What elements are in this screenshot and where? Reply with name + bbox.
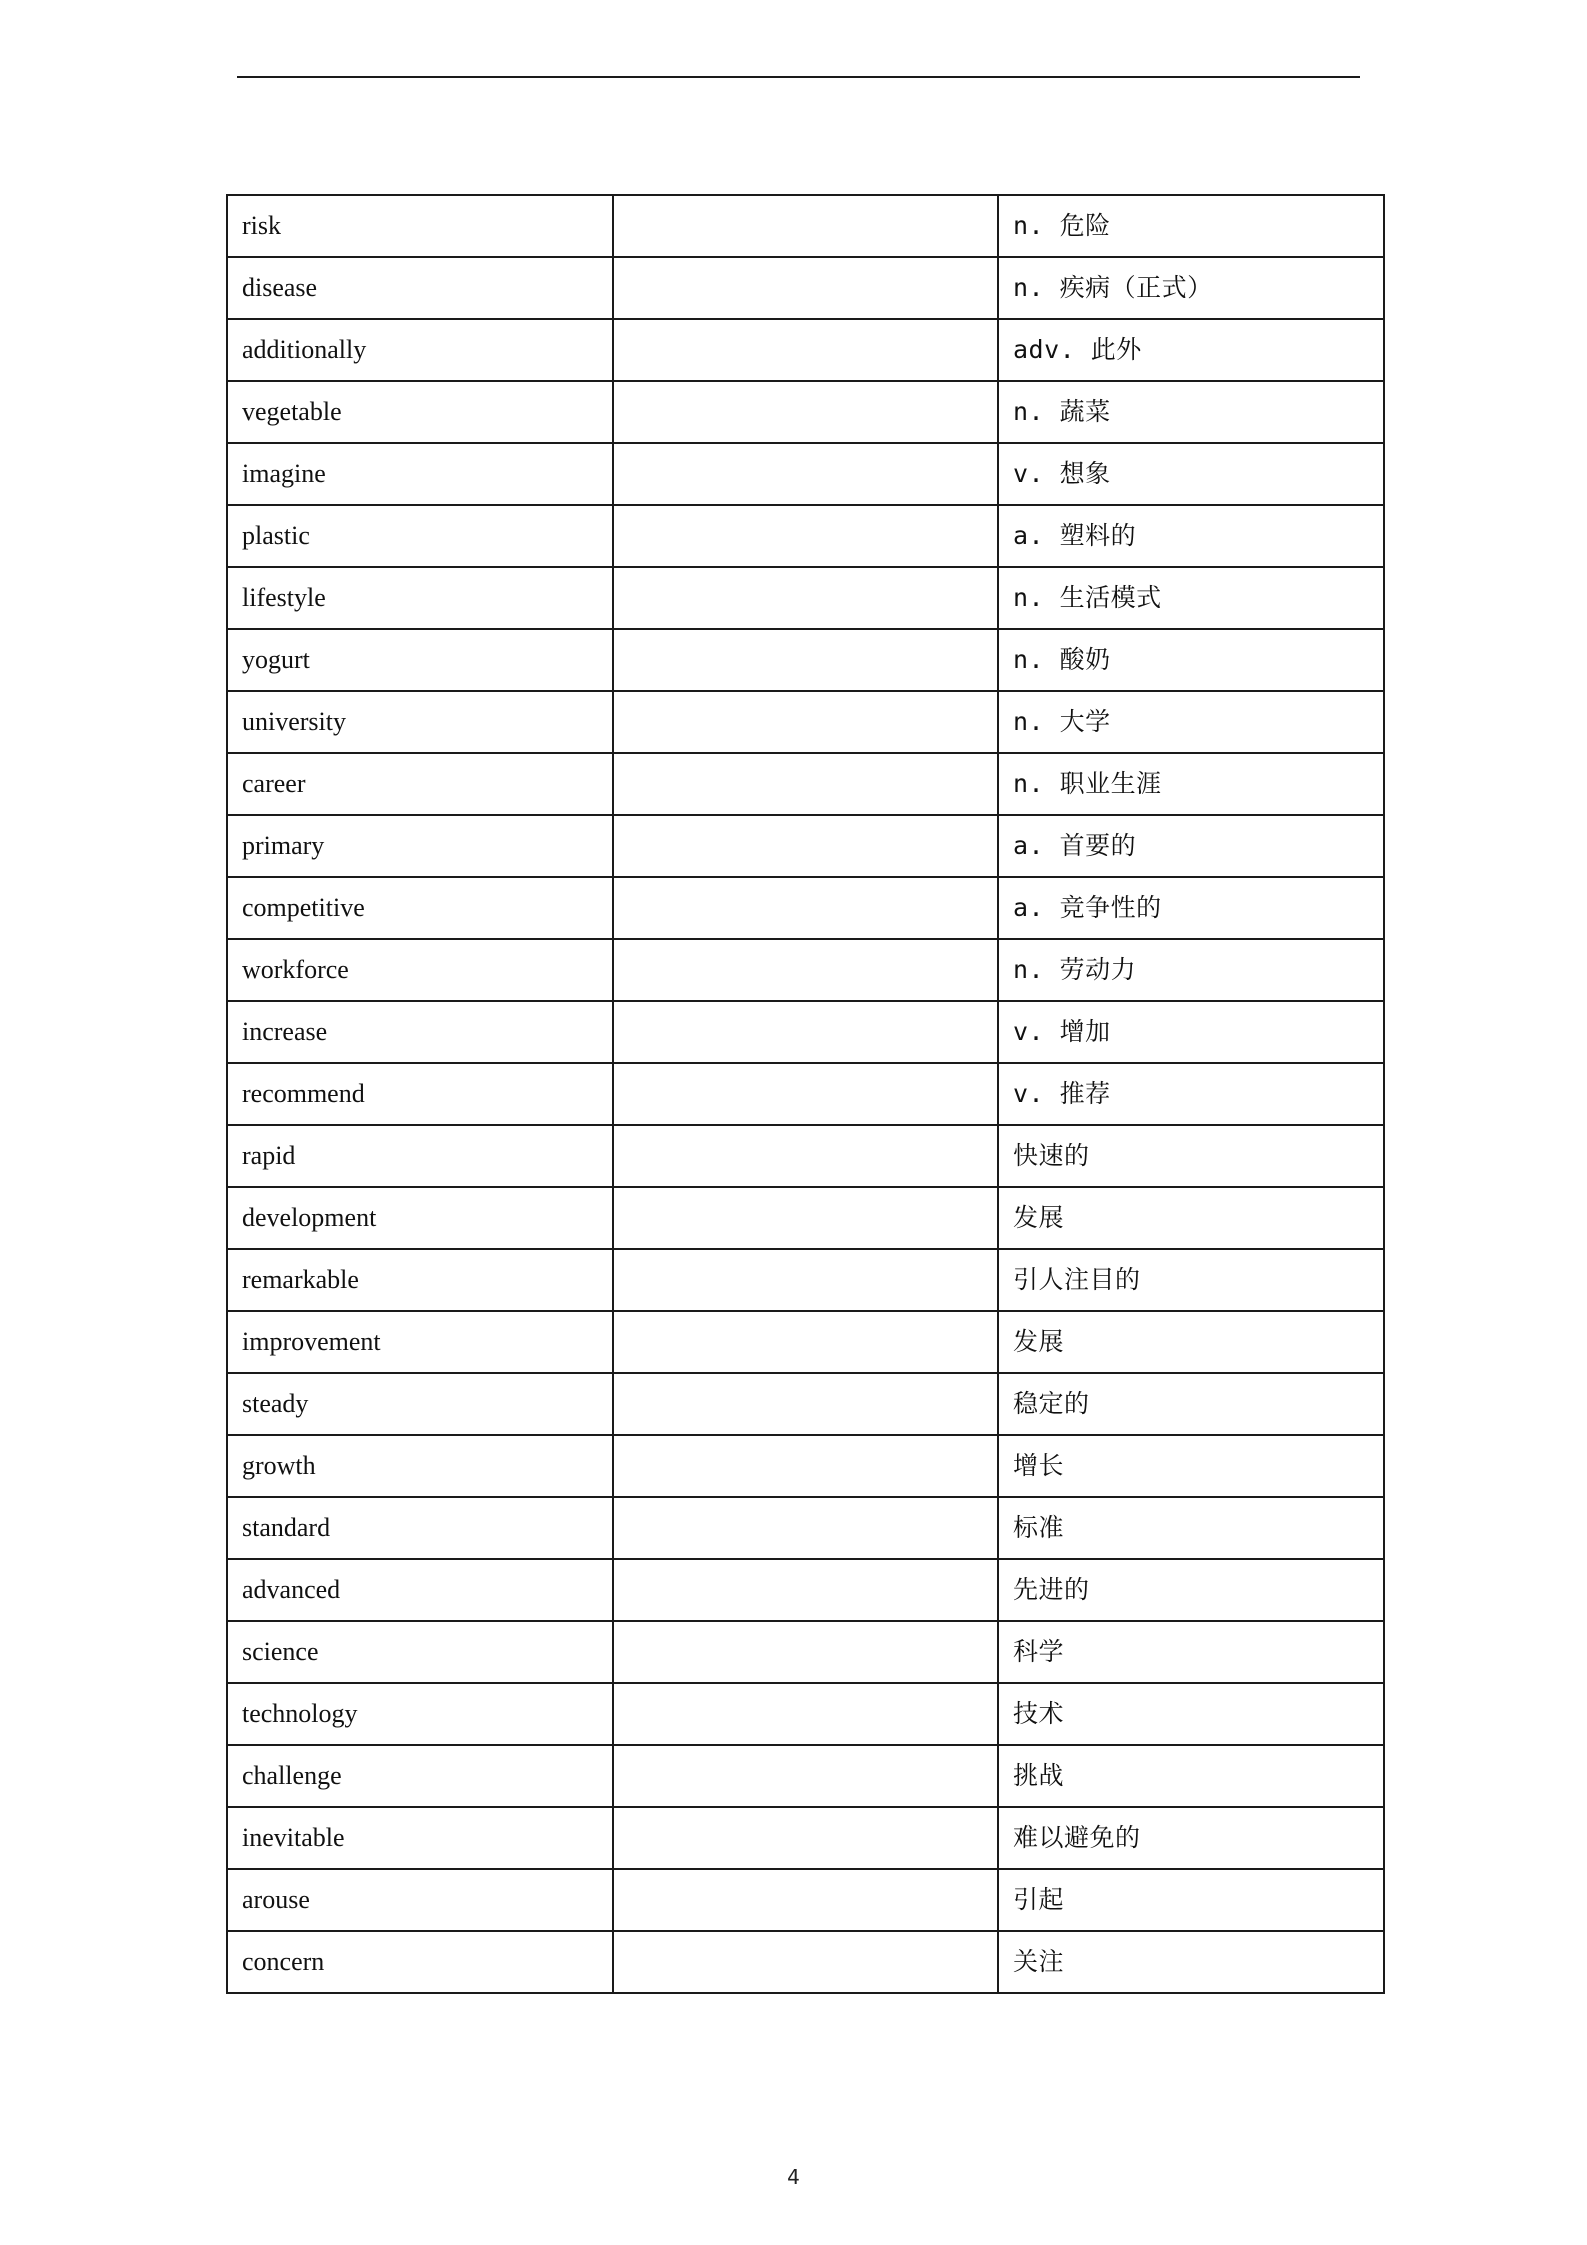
meaning-cell: 快速的 — [998, 1125, 1384, 1187]
table-row — [227, 1187, 1384, 1249]
meaning-cell: v. 推荐 — [998, 1063, 1384, 1125]
word-cell: plastic — [227, 505, 613, 567]
word-cell: disease — [227, 257, 613, 319]
word-cell: development — [227, 1187, 613, 1249]
meaning-cell: n. 疾病（正式） — [998, 257, 1384, 319]
blank-cell — [613, 1435, 998, 1497]
word-cell: primary — [227, 815, 613, 877]
meaning-cell: a. 塑料的 — [998, 505, 1384, 567]
blank-cell — [613, 1745, 998, 1807]
blank-cell — [613, 939, 998, 1001]
table-row — [227, 443, 1384, 505]
word-cell: recommend — [227, 1063, 613, 1125]
word-cell: additionally — [227, 319, 613, 381]
blank-cell — [613, 1373, 998, 1435]
word-cell: concern — [227, 1931, 613, 1993]
meaning-cell: v. 想象 — [998, 443, 1384, 505]
blank-cell — [613, 567, 998, 629]
meaning-cell: 科学 — [998, 1621, 1384, 1683]
meaning-cell: n. 蔬菜 — [998, 381, 1384, 443]
table-row — [227, 629, 1384, 691]
meaning-cell: 发展 — [998, 1311, 1384, 1373]
table-row — [227, 815, 1384, 877]
meaning-cell: adv. 此外 — [998, 319, 1384, 381]
table-row — [227, 691, 1384, 753]
word-cell: science — [227, 1621, 613, 1683]
word-cell: challenge — [227, 1745, 613, 1807]
word-cell: vegetable — [227, 381, 613, 443]
word-cell: career — [227, 753, 613, 815]
table-row — [227, 567, 1384, 629]
table-row — [227, 1869, 1384, 1931]
blank-cell — [613, 1311, 998, 1373]
meaning-cell: 难以避免的 — [998, 1807, 1384, 1869]
table-row — [227, 319, 1384, 381]
blank-cell — [613, 1621, 998, 1683]
table-row — [227, 1311, 1384, 1373]
meaning-cell: a. 首要的 — [998, 815, 1384, 877]
meaning-cell: 关注 — [998, 1931, 1384, 1993]
word-cell: lifestyle — [227, 567, 613, 629]
word-cell: advanced — [227, 1559, 613, 1621]
table-row — [227, 877, 1384, 939]
meaning-cell: 引人注目的 — [998, 1249, 1384, 1311]
word-cell: remarkable — [227, 1249, 613, 1311]
word-cell: yogurt — [227, 629, 613, 691]
word-cell: arouse — [227, 1869, 613, 1931]
word-cell: growth — [227, 1435, 613, 1497]
blank-cell — [613, 753, 998, 815]
table-row — [227, 1931, 1384, 1993]
table-row — [227, 1807, 1384, 1869]
meaning-cell: n. 职业生涯 — [998, 753, 1384, 815]
blank-cell — [613, 443, 998, 505]
meaning-cell: n. 危险 — [998, 195, 1384, 257]
table-row — [227, 1063, 1384, 1125]
meaning-cell: 挑战 — [998, 1745, 1384, 1807]
meaning-cell: a. 竞争性的 — [998, 877, 1384, 939]
meaning-cell: 发展 — [998, 1187, 1384, 1249]
meaning-cell: 先进的 — [998, 1559, 1384, 1621]
word-cell: workforce — [227, 939, 613, 1001]
table-row — [227, 1373, 1384, 1435]
word-cell: increase — [227, 1001, 613, 1063]
table-row — [227, 1125, 1384, 1187]
table-row — [227, 1001, 1384, 1063]
word-cell: standard — [227, 1497, 613, 1559]
blank-cell — [613, 691, 998, 753]
word-cell: competitive — [227, 877, 613, 939]
table-row — [227, 1559, 1384, 1621]
word-cell: technology — [227, 1683, 613, 1745]
table-row — [227, 195, 1384, 257]
blank-cell — [613, 257, 998, 319]
word-cell: improvement — [227, 1311, 613, 1373]
table-row — [227, 381, 1384, 443]
meaning-cell: 引起 — [998, 1869, 1384, 1931]
blank-cell — [613, 1683, 998, 1745]
meaning-cell: 标准 — [998, 1497, 1384, 1559]
blank-cell — [613, 195, 998, 257]
blank-cell — [613, 1125, 998, 1187]
table-row — [227, 1497, 1384, 1559]
table-row — [227, 753, 1384, 815]
blank-cell — [613, 1063, 998, 1125]
word-cell: risk — [227, 195, 613, 257]
blank-cell — [613, 1807, 998, 1869]
word-cell: steady — [227, 1373, 613, 1435]
blank-cell — [613, 1497, 998, 1559]
meaning-cell: n. 酸奶 — [998, 629, 1384, 691]
blank-cell — [613, 877, 998, 939]
word-cell: imagine — [227, 443, 613, 505]
table-row — [227, 1683, 1384, 1745]
word-cell: university — [227, 691, 613, 753]
meaning-cell: n. 生活模式 — [998, 567, 1384, 629]
table-row — [227, 1249, 1384, 1311]
meaning-cell: 技术 — [998, 1683, 1384, 1745]
header-rule — [237, 76, 1360, 78]
vocabulary-table — [226, 194, 1385, 1994]
word-cell: inevitable — [227, 1807, 613, 1869]
meaning-cell: 稳定的 — [998, 1373, 1384, 1435]
table-row — [227, 939, 1384, 1001]
table-row — [227, 1745, 1384, 1807]
blank-cell — [613, 629, 998, 691]
meaning-cell: n. 大学 — [998, 691, 1384, 753]
table-row — [227, 505, 1384, 567]
meaning-cell: n. 劳动力 — [998, 939, 1384, 1001]
blank-cell — [613, 1559, 998, 1621]
word-cell: rapid — [227, 1125, 613, 1187]
meaning-cell: 增长 — [998, 1435, 1384, 1497]
table-row — [227, 257, 1384, 319]
blank-cell — [613, 1249, 998, 1311]
blank-cell — [613, 1931, 998, 1993]
blank-cell — [613, 505, 998, 567]
blank-cell — [613, 1001, 998, 1063]
blank-cell — [613, 1187, 998, 1249]
meaning-cell: v. 增加 — [998, 1001, 1384, 1063]
table-row — [227, 1621, 1384, 1683]
page-number: 4 — [787, 2165, 800, 2189]
table-row — [227, 1435, 1384, 1497]
blank-cell — [613, 1869, 998, 1931]
blank-cell — [613, 815, 998, 877]
blank-cell — [613, 319, 998, 381]
blank-cell — [613, 381, 998, 443]
